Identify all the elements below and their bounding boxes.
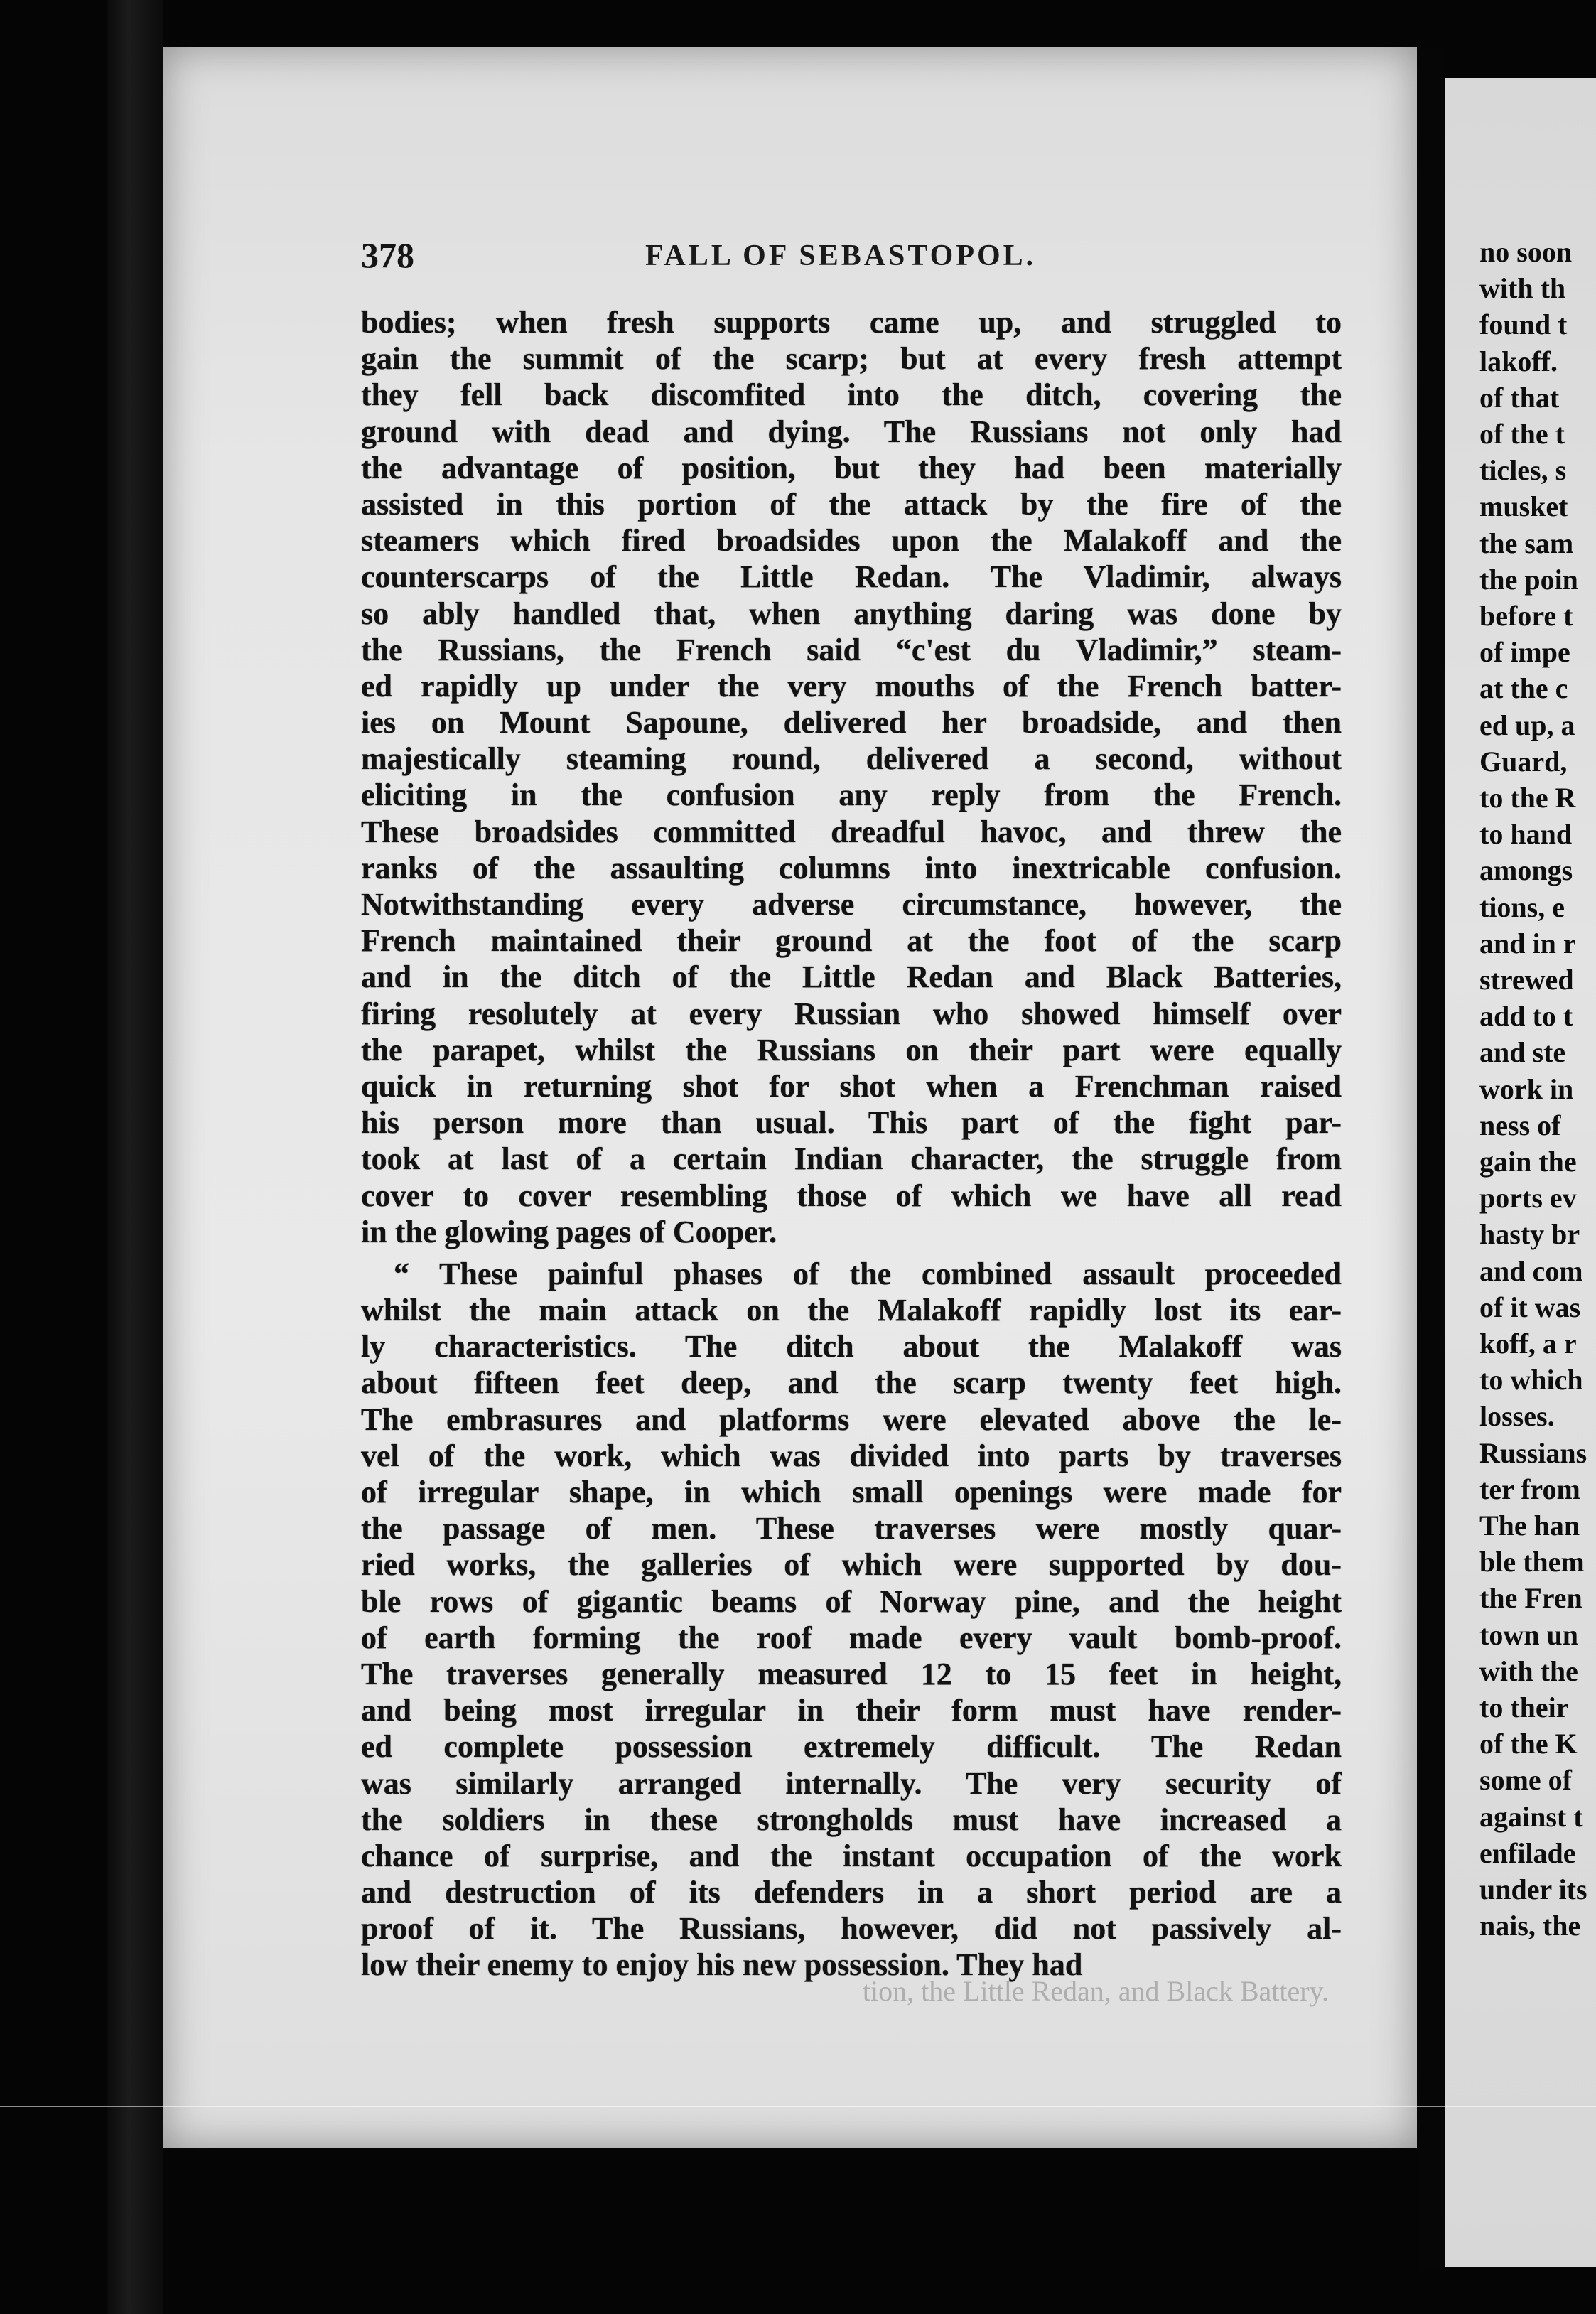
- adjacent-page-line: musket: [1479, 490, 1568, 523]
- text-line: the soldiers in these strongholds must have increased a: [361, 1802, 1342, 1837]
- adjacent-page-line: tions, e: [1479, 890, 1565, 923]
- text-line: so ably handled that, when anything daring was done by: [361, 596, 1342, 631]
- text-line: eliciting in the confusion any reply from the French.: [361, 777, 1342, 813]
- adjacent-page-line: with the: [1479, 1654, 1578, 1687]
- book-binding: [107, 0, 163, 2314]
- adjacent-page-line: ports ev: [1479, 1182, 1577, 1215]
- adjacent-page-line: add to t: [1479, 1000, 1573, 1033]
- page-gutter: [1417, 47, 1445, 2271]
- adjacent-page-line: at the c: [1479, 672, 1568, 705]
- text-line: assisted in this portion of the attack by the fire of the: [361, 486, 1342, 522]
- text-line: was similarly arranged internally. The very security of: [361, 1765, 1342, 1801]
- adjacent-page-line: the Fren: [1479, 1582, 1582, 1615]
- adjacent-page-line: under its: [1479, 1873, 1587, 1905]
- text-line: vel of the work, which was divided into parts by traverses: [361, 1438, 1342, 1473]
- adjacent-page-line: of the t: [1479, 418, 1565, 450]
- adjacent-page-line: found t: [1479, 308, 1568, 341]
- adjacent-page-line: nais, the: [1479, 1910, 1581, 1942]
- adjacent-page-line: no soon: [1479, 236, 1573, 268]
- adjacent-page-line: and ste: [1479, 1036, 1566, 1069]
- adjacent-page-line: koff, a r: [1479, 1328, 1577, 1360]
- adjacent-page-line: and com: [1479, 1254, 1583, 1287]
- adjacent-page-line: some of: [1479, 1764, 1572, 1797]
- adjacent-page-line: to hand: [1479, 818, 1573, 851]
- text-line: about fifteen feet deep, and the scarp twenty feet high.: [361, 1365, 1342, 1401]
- text-line: ground with dead and dying. The Russians not only had: [361, 414, 1342, 449]
- text-line: firing resolutely at every Russian who showed himself over: [361, 996, 1342, 1031]
- text-line: The embrasures and platforms were elevated above the le-: [361, 1401, 1342, 1437]
- text-line: bodies; when fresh supports came up, and struggled to: [361, 305, 1342, 340]
- adjacent-page-line: and in r: [1479, 927, 1576, 959]
- adjacent-page-line: ble them: [1479, 1546, 1585, 1578]
- adjacent-page-line: before t: [1479, 600, 1573, 632]
- adjacent-page: [1445, 78, 1596, 2267]
- text-line: ies on Mount Sapoune, delivered her broadside, and then: [361, 705, 1342, 741]
- text-line: of irregular shape, in which small openings were made for: [361, 1475, 1342, 1510]
- adjacent-page-line: town un: [1479, 1618, 1578, 1651]
- adjacent-page-line: hasty br: [1479, 1218, 1580, 1251]
- text-line: steamers which fired broadsides upon the Malakoff and the: [361, 523, 1342, 559]
- text-line: and in the ditch of the Little Redan and Black Batteries,: [361, 959, 1342, 995]
- text-line: ranks of the assaulting columns into inextricable confusion.: [361, 850, 1342, 886]
- adjacent-page-line: losses.: [1479, 1400, 1555, 1433]
- scan-artifact-line: [0, 2106, 1596, 2107]
- text-line: of earth forming the roof made every vault bomb-proof.: [361, 1620, 1342, 1655]
- adjacent-page-line: ticles, s: [1479, 454, 1567, 487]
- adjacent-page-line: of impe: [1479, 636, 1570, 669]
- adjacent-page-line: Guard,: [1479, 745, 1568, 777]
- adjacent-page-line: strewed: [1479, 964, 1574, 996]
- adjacent-page-line: with th: [1479, 272, 1566, 305]
- text-line: gain the summit of the scarp; but at every fresh attempt: [361, 341, 1342, 377]
- adjacent-page-line: ter from: [1479, 1473, 1580, 1505]
- text-line: chance of surprise, and the instant occupation of the work: [361, 1838, 1342, 1873]
- text-line: low their enemy to enjoy his new possession. They had: [361, 1947, 1083, 1983]
- text-line: the advantage of position, but they had been materially: [361, 450, 1342, 485]
- adjacent-page-line: to the R: [1479, 782, 1576, 814]
- text-line: they fell back discomfited into the ditch, covering the: [361, 377, 1342, 413]
- text-line: proof of it. The Russians, however, did not passively al-: [361, 1911, 1342, 1947]
- text-line: the parapet, whilst the Russians on their part were equally: [361, 1032, 1342, 1067]
- running-title: FALL OF SEBASTOPOL.: [645, 240, 1037, 272]
- adjacent-page-line: amongs: [1479, 854, 1573, 887]
- text-line: ble rows of gigantic beams of Norway pine, and the height: [361, 1583, 1342, 1619]
- text-line: Notwithstanding every adverse circumstance, however, the: [361, 887, 1342, 922]
- text-line: took at last of a certain Indian character, the struggle from: [361, 1141, 1342, 1177]
- page-number: 378: [361, 235, 414, 275]
- bleed-through-text: tion, the Little Redan, and Black Battery.: [862, 1975, 1329, 2007]
- text-line: majestically steaming round, delivered a second, without: [361, 741, 1342, 777]
- adjacent-page-line: to which: [1479, 1364, 1583, 1397]
- adjacent-page-line: of the K: [1479, 1728, 1578, 1760]
- text-line: ed rapidly up under the very mouths of the French batter-: [361, 668, 1342, 704]
- adjacent-page-line: lakoff.: [1479, 345, 1558, 377]
- adjacent-page-line: work in: [1479, 1072, 1574, 1105]
- adjacent-page-line: against t: [1479, 1800, 1583, 1833]
- text-line: “ These painful phases of the combined assault proceeded: [394, 1256, 1342, 1291]
- text-line: The traverses generally measured 12 to 15 feet in height,: [361, 1656, 1342, 1691]
- page-header: [361, 235, 1349, 277]
- text-line: French maintained their ground at the foot of the scarp: [361, 923, 1342, 959]
- adjacent-page-line: ed up, a: [1479, 709, 1575, 741]
- adjacent-page-line: Russians: [1479, 1436, 1587, 1469]
- text-line: his person more than usual. This part of the fight par-: [361, 1105, 1342, 1141]
- text-line: counterscarps of the Little Redan. The Vladimir, always: [361, 559, 1342, 595]
- text-line: ly characteristics. The ditch about the Malakoff was: [361, 1329, 1342, 1365]
- text-line: the Russians, the French said “c'est du Vladimir,” steam-: [361, 632, 1342, 667]
- adjacent-page-line: of it was: [1479, 1291, 1581, 1323]
- text-line: and being most irregular in their form must have render-: [361, 1693, 1342, 1728]
- body-text: [361, 304, 1342, 1984]
- adjacent-page-line: The han: [1479, 1510, 1580, 1541]
- text-line: whilst the main attack on the Malakoff rapidly lost its ear-: [361, 1293, 1342, 1328]
- text-line: ried works, the galleries of which were supported by dou-: [361, 1547, 1342, 1583]
- text-line: and destruction of its defenders in a short period are a: [361, 1875, 1342, 1910]
- adjacent-page-line: enfilade: [1479, 1836, 1576, 1869]
- text-line: cover to cover resembling those of which we have all read: [361, 1178, 1342, 1213]
- adjacent-page-line: ness of: [1479, 1109, 1561, 1141]
- adjacent-page-line: to their: [1479, 1691, 1569, 1723]
- text-line: the passage of men. These traverses were mostly quar-: [361, 1511, 1342, 1546]
- adjacent-page-line: of that: [1479, 381, 1560, 414]
- text-line: These broadsides committed dreadful havoc, and threw the: [361, 814, 1342, 849]
- adjacent-page-line: the poin: [1479, 563, 1578, 596]
- adjacent-page-line: the sam: [1479, 527, 1574, 559]
- text-line: in the glowing pages of Cooper.: [361, 1214, 777, 1249]
- text-line: ed complete possession extremely difficult. The Redan: [361, 1729, 1342, 1765]
- adjacent-page-line: gain the: [1479, 1146, 1577, 1178]
- text-line: quick in returning shot for shot when a Frenchman raised: [361, 1068, 1342, 1104]
